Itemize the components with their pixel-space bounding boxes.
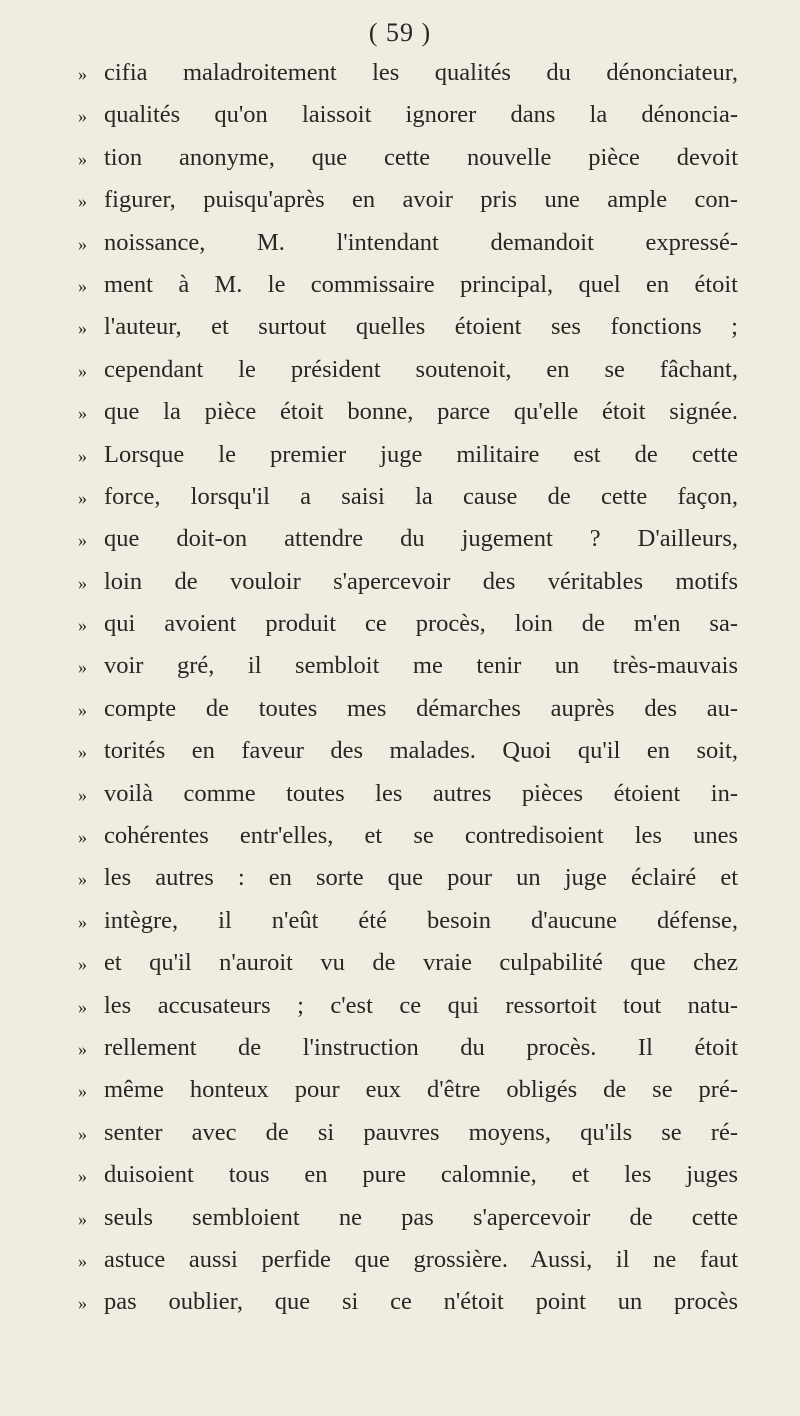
quote-mark: » [78, 191, 87, 212]
line-text: senter avec de si pauvres moyens, qu'ils se ré- [104, 1118, 738, 1146]
text-line [78, 1069, 738, 1111]
text-line [78, 52, 738, 94]
line-text: que la pièce étoit bonne, parce qu'elle étoit signée. [104, 398, 738, 426]
quote-mark: » [78, 827, 87, 848]
line-text: seuls sembloient ne pas s'apercevoir de cette [104, 1203, 738, 1231]
line-text: cependant le président soutenoit, en se fâchant, [104, 355, 738, 383]
body-text [78, 52, 738, 1324]
quote-mark: » [78, 911, 87, 932]
text-line [78, 900, 738, 942]
quote-mark: » [78, 657, 87, 678]
line-text: même honteux pour eux d'être obligés de se pré- [104, 1076, 738, 1104]
quote-mark: » [78, 742, 87, 763]
quote-mark: » [78, 487, 87, 508]
line-text: pas oublier, que si ce n'étoit point un procès [104, 1288, 738, 1316]
line-text: Lorsque le premier juge militaire est de cette [104, 440, 738, 468]
text-line [78, 391, 738, 433]
line-text: que doit-on attendre du jugement ? D'ailleurs, [104, 525, 738, 553]
text-line [78, 645, 738, 687]
text-line [78, 518, 738, 560]
line-text: force, lorsqu'il a saisi la cause de cette façon, [104, 482, 738, 510]
quote-mark: » [78, 869, 87, 890]
text-line [78, 1197, 738, 1239]
line-text: qualités qu'on laissoit ignorer dans la dénoncia- [104, 101, 738, 129]
text-line [78, 1112, 738, 1154]
quote-mark: » [78, 275, 87, 296]
text-line [78, 137, 738, 179]
line-text: noissance, M. l'intendant demandoit expressé- [104, 228, 738, 256]
line-text: voir gré, il sembloit me tenir un très-mauvais [104, 652, 738, 680]
text-line [78, 815, 738, 857]
line-text: cifia maladroitement les qualités du dénonciateur, [104, 59, 738, 86]
quote-mark: » [78, 1250, 87, 1271]
line-text: les accusateurs ; c'est ce qui ressortoit tout natu- [104, 991, 738, 1019]
line-text: cohérentes entr'elles, et se contredisoient les unes [104, 822, 738, 850]
quote-mark: » [78, 106, 87, 127]
quote-mark: » [78, 64, 87, 84]
text-line [78, 561, 738, 603]
text-line [78, 179, 738, 221]
line-text: loin de vouloir s'apercevoir des véritables motifs [104, 567, 738, 595]
quote-mark: » [78, 445, 87, 466]
quote-mark: » [78, 699, 87, 720]
text-line [78, 306, 738, 348]
text-line [78, 94, 738, 136]
line-text: astuce aussi perfide que grossière. Aussi, il ne faut [104, 1245, 738, 1273]
quote-mark: » [78, 530, 87, 551]
text-line [78, 434, 738, 476]
text-line [78, 1239, 738, 1281]
text-line [78, 1027, 738, 1069]
quote-mark: » [78, 1208, 87, 1229]
line-text: les autres : en sorte que pour un juge éclairé et [104, 864, 738, 892]
line-text: duisoient tous en pure calomnie, et les juges [104, 1161, 738, 1189]
quote-mark: » [78, 1166, 87, 1187]
quote-mark: » [78, 233, 87, 254]
quote-mark: » [78, 318, 87, 339]
text-line [78, 222, 738, 264]
text-line [78, 730, 738, 772]
text-line [78, 476, 738, 518]
text-line [78, 603, 738, 645]
quote-mark: » [78, 615, 87, 636]
quote-mark: » [78, 996, 87, 1017]
line-text: intègre, il n'eût été besoin d'aucune défense, [104, 906, 738, 934]
text-line [78, 688, 738, 730]
text-line [78, 1154, 738, 1196]
line-text: figurer, puisqu'après en avoir pris une ample con- [104, 186, 738, 214]
quote-mark: » [78, 403, 87, 424]
quote-mark: » [78, 148, 87, 169]
text-line [78, 985, 738, 1027]
line-text: l'auteur, et surtout quelles étoient ses fonctions ; [104, 313, 738, 341]
quote-mark: » [78, 1081, 87, 1102]
text-line [78, 1281, 738, 1323]
text-line [78, 773, 738, 815]
line-text: voilà comme toutes les autres pièces étoient in- [104, 779, 738, 807]
line-text: torités en faveur des malades. Quoi qu'il en soit, [104, 737, 738, 765]
text-line [78, 857, 738, 899]
quote-mark: » [78, 572, 87, 593]
text-line [78, 264, 738, 306]
line-text: et qu'il n'auroit vu de vraie culpabilité que chez [104, 949, 738, 977]
line-text: rellement de l'instruction du procès. Il étoit [104, 1033, 738, 1061]
quote-mark: » [78, 784, 87, 805]
quote-mark: » [78, 360, 87, 381]
line-text: qui avoient produit ce procès, loin de m'en sa- [104, 610, 738, 638]
quote-mark: » [78, 1293, 87, 1314]
page-number: ( 59 ) [368, 18, 432, 47]
quote-mark: » [78, 1123, 87, 1144]
line-text: ment à M. le commissaire principal, quel en étoit [104, 270, 738, 298]
quote-mark: » [78, 1038, 87, 1059]
line-text: compte de toutes mes démarches auprès des au- [104, 694, 738, 722]
quote-mark: » [78, 954, 87, 975]
text-line [78, 942, 738, 984]
text-line [78, 349, 738, 391]
line-text: tion anonyme, que cette nouvelle pièce devoit [104, 143, 738, 171]
